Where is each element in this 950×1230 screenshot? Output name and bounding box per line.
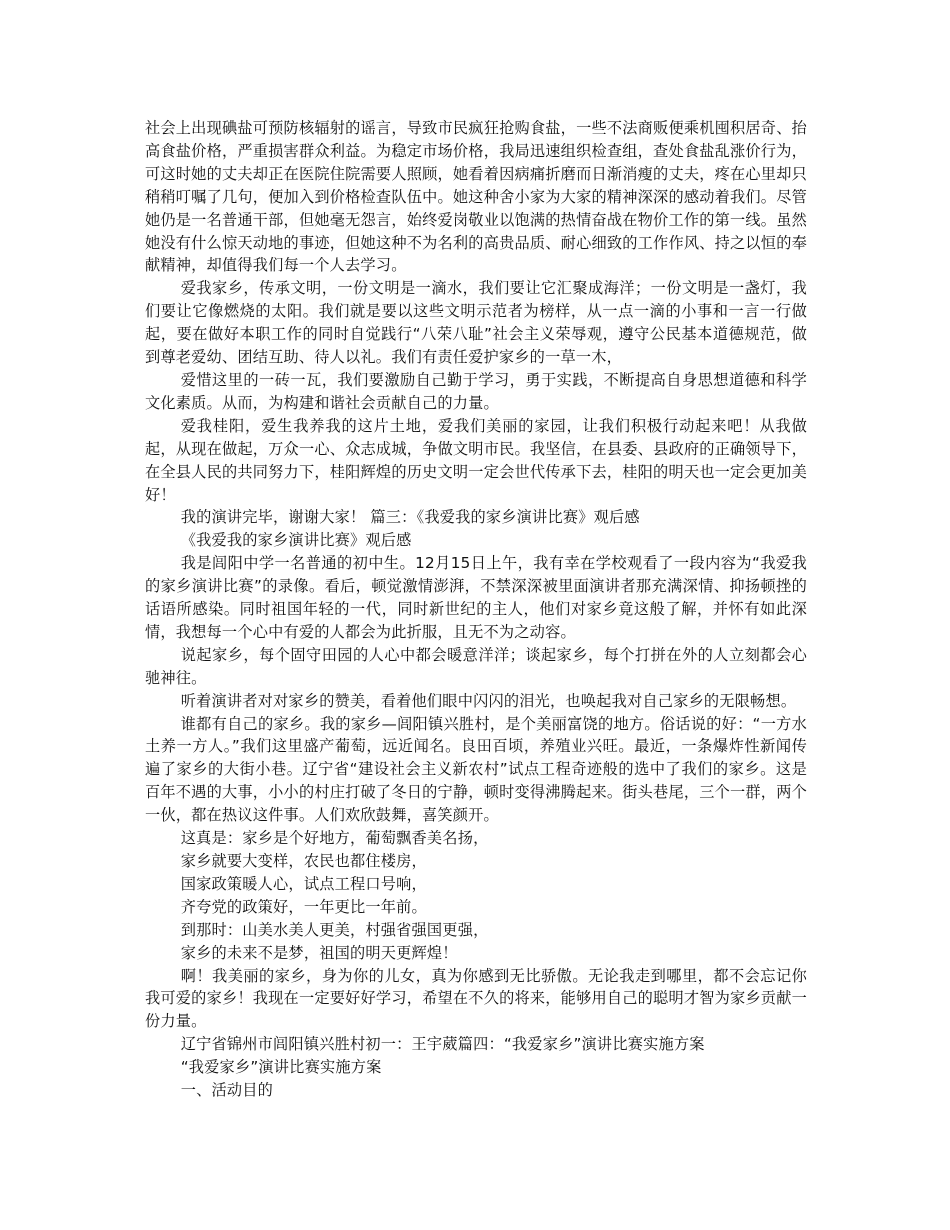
paragraph: 辽宁省锦州市闾阳镇兴胜村初一：王宇葳篇四：“我爱家乡”演讲比赛实施方案 [180, 1035, 705, 1054]
poem-line: 这真是：家乡是个好地方，葡萄飘香美名扬， [180, 829, 489, 848]
poem-line: 国家政策暖人心，试点工程口号响， [180, 874, 427, 893]
paragraph: 我的演讲完毕，谢谢大家！ 篇三：《我爱我的家乡演讲比赛》观后感 [180, 508, 640, 527]
document-body [145, 117, 807, 1102]
paragraph: 说起家乡，每个固守田园的人心中都会暖意洋洋；谈起家乡，每个打拼在外的人立刻都会心驰神往。 [145, 645, 807, 687]
paragraph: 《我爱我的家乡演讲比赛》观后感 [180, 531, 412, 550]
paragraph: 谁都有自己的家乡。我的家乡—闾阳镇兴胜村，是个美丽富饶的地方。俗话说的好：“一方水土养一方人。”我们这里盛产葡萄，远近闻名。良田百顷，养殖业兴旺。最近，一条爆炸性新闻传遍了家乡的大街小巷。辽宁省“建设社会主义新农村”试点工程奇迹般的选中了我们的家乡。这是百年不遇的大事，小小的村庄打破了冬日的宁静，顿时变得沸腾起来。街头巷尾，三个一群，两个一伙，都在热议这件事。人们欢欣鼓舞，喜笑颜开。 [145, 714, 807, 825]
paragraph: 听着演讲者对对家乡的赞美，看着他们眼中闪闪的泪光，也唤起我对自己家乡的无限畅想。 [180, 691, 797, 710]
paragraph: 爱惜这里的一砖一瓦，我们要激励自己勤于学习，勇于实践，不断提高自身思想道德和科学文化素质。从而，为构建和谐社会贡献自己的力量。 [145, 370, 807, 412]
poem-line: 到那时：山美水美人更美，村强省强国更强， [180, 920, 489, 939]
section-heading: 一、活动目的 [180, 1081, 274, 1100]
poem-line: 家乡的未来不是梦，祖国的明天更辉煌！ [180, 943, 458, 962]
poem-line: 齐夸党的政策好，一年更比一年前。 [180, 897, 427, 916]
paragraph: 爱我桂阳，爱生我养我的这片土地，爱我们美丽的家园，让我们积极行动起来吧！从我做起，从现在做起，万众一心、众志成城，争做文明市民。我坚信，在县委、县政府的正确领导下，在全县人民的共同努力下，桂阳辉煌的历史文明一定会世代传承下去，桂阳的明天也一定会更加美好！ [145, 416, 807, 504]
section-title: “我爱家乡”演讲比赛实施方案 [180, 1058, 382, 1077]
paragraph: 社会上出现碘盐可预防核辐射的谣言，导致市民疯狂抢购食盐，一些不法商贩便乘机囤积居奇、抬高食盐价格，严重损害群众利益。为稳定市场价格，我局迅速组织检查组，查处食盐乱涨价行为，可这时她的丈夫却正在医院住院需要人照顾，她看着因病痛折磨而日渐消瘦的丈夫，疼在心里却只稍稍叮嘱了几句，便加入到价格检查队伍中。她这种舍小家为大家的精神深深的感动着我们。尽管她仍是一名普通干部，但她毫无怨言，始终爱岗敬业以饱满的热情奋战在物价工作的第一线。虽然她没有什么惊天动地的事迹，但她这种不为名利的高贵品质、耐心细致的工作作风、持之以恒的奉献精神，却值得我们每一个人去学习。 [145, 119, 807, 275]
paragraph: 啊！我美丽的家乡，身为你的儿女，真为你感到无比骄傲。无论我走到哪里，都不会忘记你我可爱的家乡！我现在一定要好好学习，希望在不久的将来，能够用自己的聪明才智为家乡贡献一份力量。 [145, 966, 807, 1031]
paragraph: 爱我家乡，传承文明，一份文明是一滴水，我们要让它汇聚成海洋；一份文明是一盏灯，我们要让它像燃烧的太阳。我们就是要以这些文明示范者为榜样，从一点一滴的小事和一言一行做起，要在做好本职工作的同时自觉践行“八荣八耻”社会主义荣辱观，遵守公民基本道德规范，做到尊老爱幼、团结互助、待人以礼。我们有责任爱护家乡的一草一木， [145, 279, 807, 367]
poem-line: 家乡就要大变样，农民也都住楼房， [180, 852, 427, 870]
paragraph: 我是闾阳中学一名普通的初中生。12月15日上午，我有幸在学校观看了一段内容为“我爱我的家乡演讲比赛”的录像。看后，顿觉激情澎湃，不禁深深被里面演讲者那充满深情、抑扬顿挫的话语所感染。同时祖国年轻的一代，同时新世纪的主人，他们对家乡竟这般了解，并怀有如此深情，我想每一个心中有爱的人都会为此折服，且无不为之动容。 [145, 554, 807, 641]
